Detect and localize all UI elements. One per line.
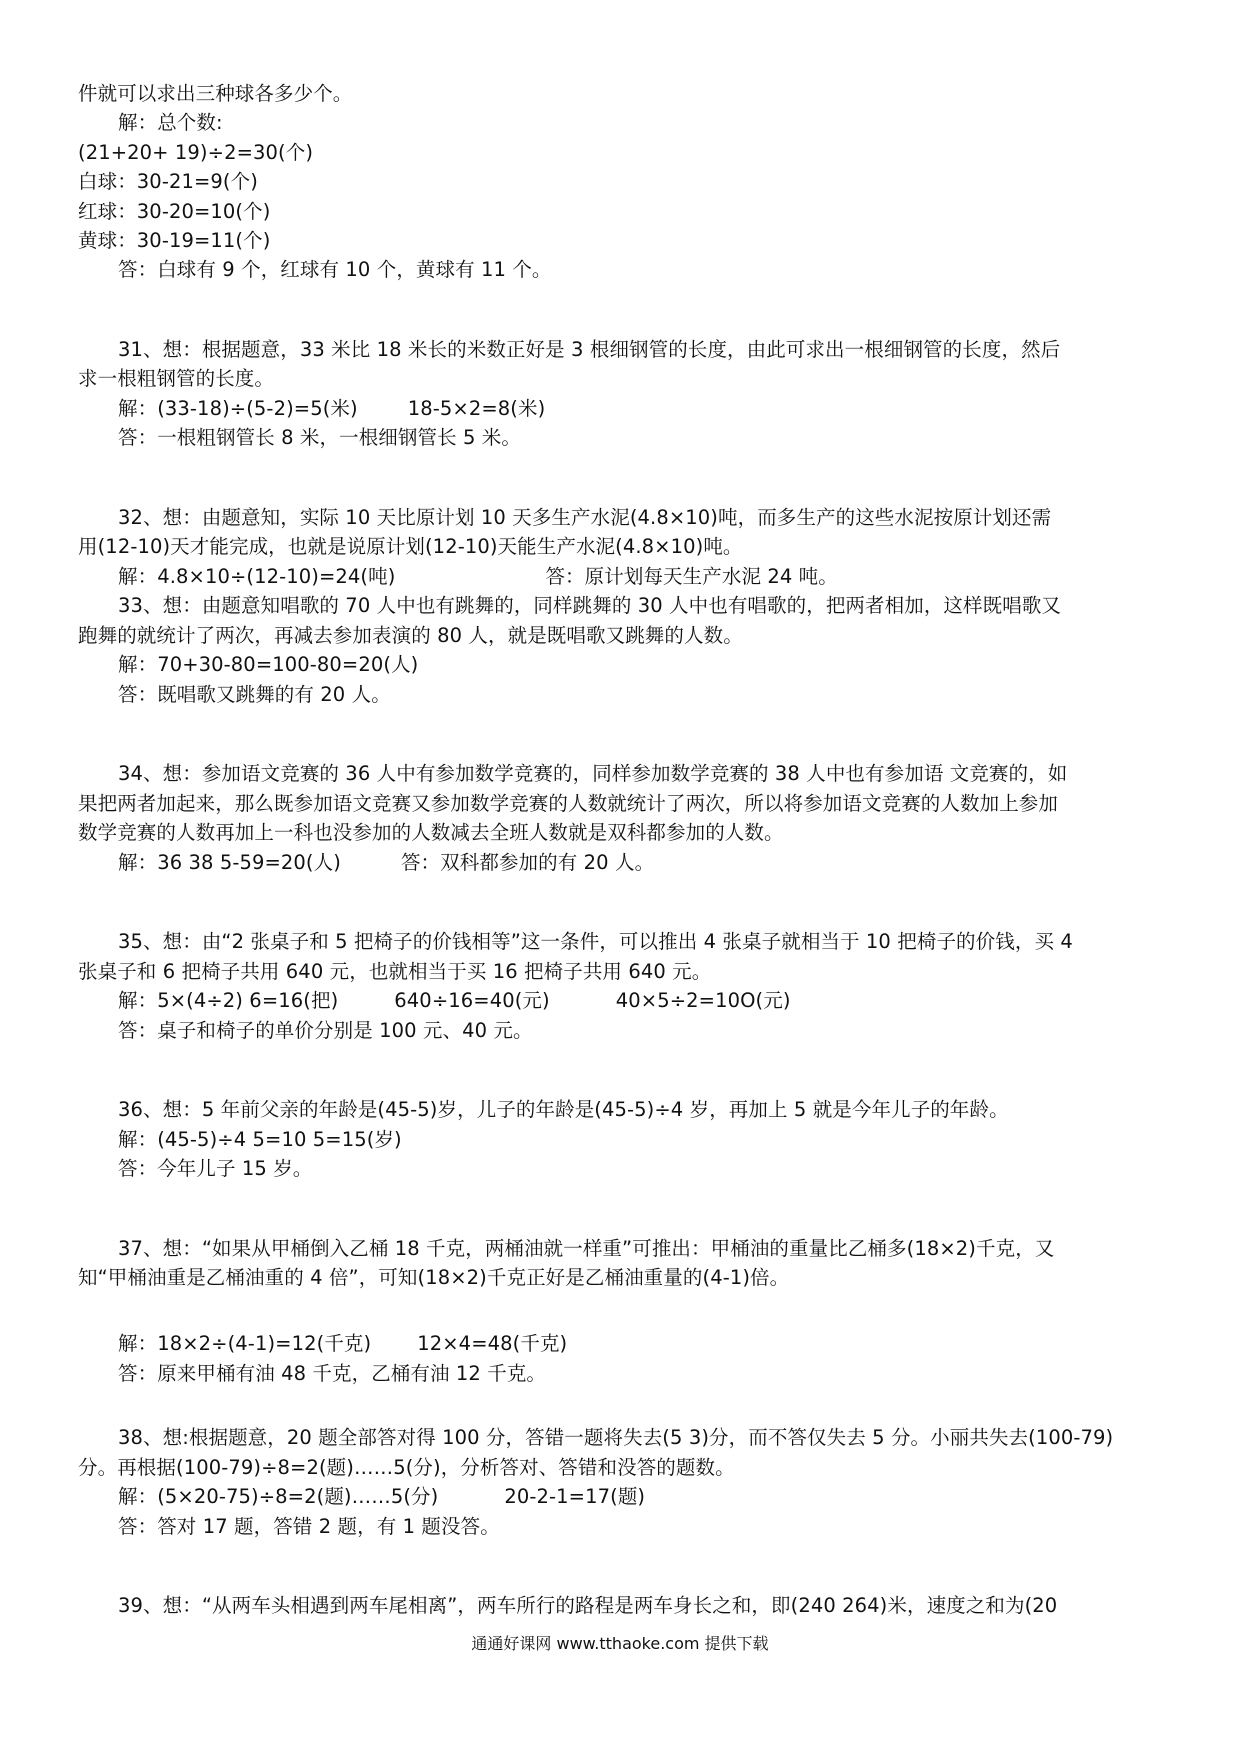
question-35-answer: 答：桌子和椅子的单价分别是 100 元、40 元。 bbox=[118, 1019, 533, 1042]
question-36-text: 36、想：5 年前父亲的年龄是(45-5)岁，儿子的年龄是(45-5)÷4 岁，再加上 5 就是今年儿子的年龄。 bbox=[118, 1098, 1009, 1121]
solution-step: 解：(33-18)÷(5-2)=5(米) bbox=[118, 397, 358, 420]
question-36-answer: 答：今年儿子 15 岁。 bbox=[118, 1157, 313, 1180]
solution-step: 40×5÷2=10O(元) bbox=[615, 989, 791, 1012]
question-34-text: 数学竞赛的人数再加上一科也没参加的人数减去全班人数就是双科都参加的人数。 bbox=[78, 821, 784, 844]
question-31-answer: 答：一根粗钢管长 8 米，一根细钢管长 5 米。 bbox=[118, 426, 522, 449]
question-35-text: 35、想：由“2 张桌子和 5 把椅子的价钱相等”这一条件，可以推出 4 张桌子就相当于 10 把椅子的价钱，买 4 bbox=[118, 930, 1073, 953]
text-line: 答：白球有 9 个，红球有 10 个，黄球有 11 个。 bbox=[118, 258, 552, 281]
question-34-solution bbox=[118, 847, 654, 879]
question-34-answer: 答：双科都参加的有 20 人。 bbox=[400, 851, 655, 874]
question-36-solution: 解：(45-5)÷4 5=10 5=15(岁) bbox=[118, 1128, 402, 1151]
question-34-text: 果把两者加起来，那么既参加语文竞赛又参加数学竞赛的人数就统计了两次，所以将参加语文竞赛的人数加上参加 bbox=[78, 792, 1059, 815]
question-31-solution bbox=[118, 393, 545, 425]
text-line: 白球：30-21=9(个) bbox=[78, 170, 258, 193]
question-32-text: 用(12-10)天才能完成，也就是说原计划(12-10)天能生产水泥(4.8×10)吨。 bbox=[78, 535, 743, 558]
question-37-answer: 答：原来甲桶有油 48 千克，乙桶有油 12 千克。 bbox=[118, 1362, 547, 1385]
solution-step: 18-5×2=8(米) bbox=[407, 397, 546, 420]
question-38-text: 38、想:根据题意，20 题全部答对得 100 分，答错一题将失去(5 3)分，而不答仅失去 5 分。小丽共失去(100-79) bbox=[118, 1426, 1114, 1449]
question-34-text: 34、想：参加语文竞赛的 36 人中有参加数学竞赛的，同样参加数学竞赛的 38 人中也有参加语 文竞赛的，如 bbox=[118, 762, 1068, 785]
question-32-text: 32、想：由题意知，实际 10 天比原计划 10 天多生产水泥(4.8×10)吨，而多生产的这些水泥按原计划还需 bbox=[118, 506, 1052, 529]
text-line: 解：总个数: bbox=[118, 111, 223, 134]
solution-step: 解：36 38 5-59=20(人) bbox=[118, 851, 341, 874]
question-33-text: 跑舞的就统计了两次，再减去参加表演的 80 人，就是既唱歌又跳舞的人数。 bbox=[78, 624, 743, 647]
question-35-solution bbox=[118, 985, 791, 1017]
text-line: (21+20+ 19)÷2=30(个) bbox=[78, 141, 314, 164]
question-37-solution bbox=[118, 1328, 567, 1360]
question-33-answer: 答：既唱歌又跳舞的有 20 人。 bbox=[118, 683, 391, 706]
page-footer: 通通好课网 www.tthaoke.com 提供下载 bbox=[471, 1634, 769, 1653]
question-38-solution bbox=[118, 1481, 645, 1513]
text-line: 黄球：30-19=11(个) bbox=[78, 229, 271, 252]
solution-step: 12×4=48(千克) bbox=[417, 1332, 568, 1355]
question-33-text: 33、想：由题意知唱歌的 70 人中也有跳舞的，同样跳舞的 30 人中也有唱歌的，把两者相加，这样既唱歌又 bbox=[118, 594, 1062, 617]
solution-step: 解：(5×20-75)÷8=2(题)……5(分) bbox=[118, 1485, 439, 1508]
question-33-solution: 解：70+30-80=100-80=20(人) bbox=[118, 653, 419, 676]
text-line: 红球：30-20=10(个) bbox=[78, 200, 271, 223]
question-38-text: 分。再根据(100-79)÷8=2(题)……5(分)，分析答对、答错和没答的题数。 bbox=[78, 1456, 735, 1479]
question-31-text: 求一根粗钢管的长度。 bbox=[78, 367, 275, 390]
solution-step: 640÷16=40(元) bbox=[394, 989, 550, 1012]
question-32-solution bbox=[118, 561, 838, 593]
question-37-text: 知“甲桶油重是乙桶油重的 4 倍”，可知(18×2)千克正好是乙桶油重量的(4-1)倍。 bbox=[78, 1266, 790, 1289]
solution-step: 解：18×2÷(4-1)=12(千克) bbox=[118, 1332, 372, 1355]
question-35-text: 张桌子和 6 把椅子共用 640 元，也就相当于买 16 把椅子共用 640 元。 bbox=[78, 960, 712, 983]
question-32-answer: 答：原计划每天生产水泥 24 吨。 bbox=[545, 565, 838, 588]
question-31-text: 31、想：根据题意，33 米比 18 米长的米数正好是 3 根细钢管的长度，由此可求出一根细钢管的长度，然后 bbox=[118, 338, 1061, 361]
question-39-text: 39、想：“从两车头相遇到两车尾相离”，两车所行的路程是两车身长之和，即(240 264)米，速度之和为(20 bbox=[118, 1594, 1058, 1617]
solution-step: 解：4.8×10÷(12-10)=24(吨) bbox=[118, 565, 396, 588]
solution-step: 20-2-1=17(题) bbox=[504, 1485, 646, 1508]
question-37-text: 37、想：“如果从甲桶倒入乙桶 18 千克，两桶油就一样重”可推出：甲桶油的重量比乙桶多(18×2)千克，又 bbox=[118, 1237, 1055, 1260]
question-38-answer: 答：答对 17 题，答错 2 题，有 1 题没答。 bbox=[118, 1515, 500, 1538]
text-line: 件就可以求出三种球各多少个。 bbox=[78, 82, 353, 105]
solution-step: 解：5×(4÷2) 6=16(把) bbox=[118, 989, 339, 1012]
